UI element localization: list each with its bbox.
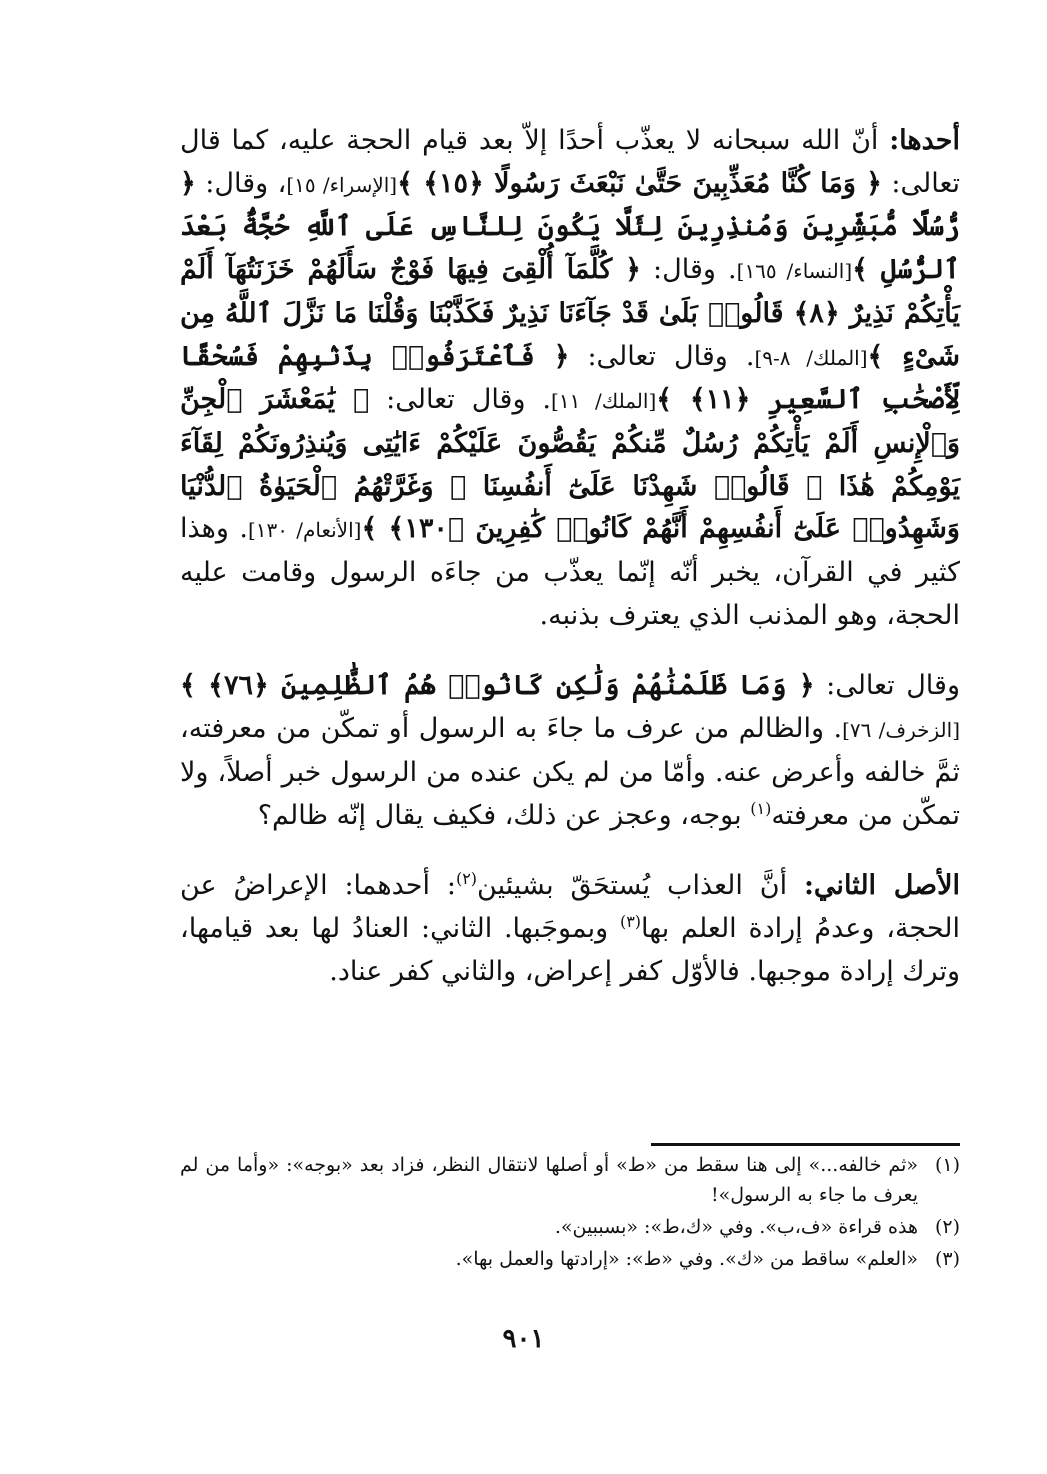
quran-verse: ﴿ رُّسُلًا مُّبَشِّرِينَ وَمُنذِرِينَ لِئَلَّا يَكُونَ لِلنَّاسِ عَلَى ٱللَّهِ حُجَّةٌۢ بَعْدَ ٱلرُّسُلِ ﴾ <box>180 167 960 286</box>
page-body <box>180 120 960 993</box>
paragraph-lead: أحدها: <box>889 125 960 156</box>
footnote-item <box>180 1150 960 1210</box>
footnote-number: (٢) <box>934 1216 960 1238</box>
verse-reference: [الزخرف/ ٧٦] <box>842 718 961 743</box>
paragraph-text: . وقال تعالى: <box>369 384 552 416</box>
footnote-number: (٣) <box>934 1248 960 1270</box>
footnote-text: «ثم خالفه...» إلى هنا سقط من «ط» أو أصلها لانتقال النظر، فزاد بعد «بوجه»: «وأما من لم يعرف ما جاء به الرسول»! <box>180 1154 918 1206</box>
footnote-item <box>180 1212 960 1242</box>
footnotes <box>180 1150 960 1276</box>
paragraph-text: بوجه، وعجز عن ذلك، فكيف يقال إنّه ظالم؟ <box>257 799 751 831</box>
footnote-marker[interactable]: (٢) <box>455 869 478 889</box>
quran-verse: ﴿ وَمَا كُنَّا مُعَذِّبِينَ حَتَّىٰ نَبْعَثَ رَسُولًا ﴿١٥﴾ ﴾ <box>397 167 882 199</box>
quran-verse: ﴿ كُلَّمَآ أُلْقِىَ فِيهَا فَوْجٌ سَأَلَهُمْ خَزَنَتُهَآ أَلَمْ يَأْتِكُمْ نَذِيرٌ ﴿٨﴾ قَالُوا۟ بَلَىٰ قَدْ جَآءَنَا نَذِيرٌ فَكَذَّبْنَا وَقُلْنَا مَا نَزَّلَ ٱللَّهُ مِن شَىْءٍ ﴾ <box>180 254 960 372</box>
footnote-text: «العلم» ساقط من «ك». وفي «ط»: «إرادتها والعمل بها». <box>455 1248 918 1270</box>
verse-reference: [الملك/ ٨-٩] <box>754 345 868 370</box>
footnote-text: هذه قراءة «ف،ب». وفي «ك،ط»: «بسببين». <box>554 1216 918 1238</box>
paragraph-text: . والظالم من عرف ما جاءَ به الرسول أو تمكّن من معرفته، ثمَّ خالفه وأعرض عنه. وأمّا من لم يكن عنده من الرسول خبر أصلاً، ولا تمكّن من معرفته <box>180 713 960 831</box>
verse-reference: [الأنعام/ ١٣٠] <box>247 518 362 543</box>
quran-verse: ﴿ يَٰمَعْشَرَ ٱلْجِنِّ وَٱلْإِنسِ أَلَمْ يَأْتِكُمْ رُسُلٌ مِّنكُمْ يَقُصُّونَ عَلَيْكُمْ ءَايَٰتِى وَيُنذِرُونَكُمْ لِقَآءَ يَوْمِكُمْ هَٰذَا ۚ قَالُوا۟ شَهِدْنَا عَلَىٰٓ أَنفُسِنَا ۖ وَغَرَّتْهُمُ ٱلْحَيَوٰةُ ٱلدُّنْيَا وَشَهِدُوا۟ عَلَىٰٓ أَنفُسِهِمْ أَنَّهُمْ كَانُوا۟ كَٰفِرِينَ ﴿١٣٠﴾ ﴾ <box>180 384 960 545</box>
verse-reference: [النساء/ ١٦٥] <box>736 259 853 284</box>
paragraph-text: . وقال تعالى: <box>569 340 755 372</box>
verse-reference: [الملك/ ١١] <box>551 389 657 414</box>
paragraph-3 <box>180 865 960 993</box>
paragraph-lead: الأصل الثاني: <box>803 870 960 902</box>
footnote-number: (١) <box>934 1154 960 1176</box>
footnote-marker[interactable]: (١) <box>750 798 772 818</box>
footnote-divider <box>651 1143 960 1146</box>
paragraph-text: ، وقال: <box>195 167 287 199</box>
verse-reference: [الإسراء/ ١٥] <box>286 172 398 197</box>
paragraph-text: . وقال: <box>640 254 737 286</box>
paragraph-text: . وهذا كثير في القرآن، يخبر أنّه إنّما يعذّب من جاءَه الرسول وقامت عليه الحجة، وهو المذنب الذي يعترف بذنبه. <box>180 513 960 631</box>
page-number: ٩٠١ <box>502 1324 545 1354</box>
quran-verse: ﴿ وَمَا ظَلَمْنَٰهُمْ وَلَٰكِن كَانُوا۟ هُمُ ٱلظَّٰلِمِينَ ﴿٧٦﴾ ﴾ <box>180 670 815 702</box>
footnote-marker[interactable]: (٣) <box>619 911 642 931</box>
paragraph-text: وقال تعالى: <box>814 670 960 702</box>
paragraph-text: أنَّ العذاب يُستحَقّ بشيئين <box>477 870 804 902</box>
paragraph-2 <box>180 665 960 837</box>
footnote-item <box>180 1244 960 1274</box>
paragraph-text: أنّ الله سبحانه لا يعذّب أحدًا إلاّ بعد قيام الحجة عليه، كما قال تعالى: <box>180 125 960 199</box>
paragraph-text: وبموجَبها. الثاني: العنادُ لها بعد قيامها، وترك إرادة موجبها. فالأوّل كفر إعراض، والثاني كفر عناد. <box>180 912 960 987</box>
paragraph-1 <box>180 120 960 637</box>
quran-verse: ﴿ فَٱعْتَرَفُوا۟ بِذَنۢبِهِمْ فَسُحْقًا لِّأَصْحَٰبِ ٱلسَّعِيرِ ﴿١١﴾ ﴾ <box>180 340 960 416</box>
paragraph-text: : أحدهما: الإعراضُ عن الحجة، وعدمُ إرادة العلم بها <box>180 870 961 944</box>
